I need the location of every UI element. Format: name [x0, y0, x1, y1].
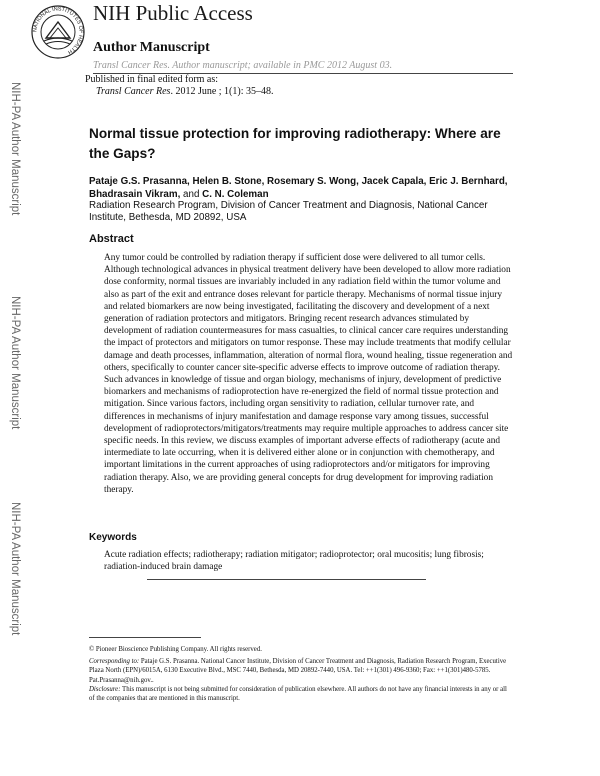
paper-title: Normal tissue protection for improving radiotherapy: Where are the Gaps?: [89, 126, 501, 161]
keywords-divider: [147, 579, 426, 580]
citation-details: . 2012 June ; 1(1): 35–48.: [170, 86, 274, 97]
disclosure-note: [89, 685, 509, 704]
side-label-middle: NIH-PA Author Manuscript: [9, 296, 21, 430]
authors-and: and: [183, 189, 200, 200]
affiliation: Radiation Research Program, Division of Cancer Treatment and Diagnosis, National Cancer Institute, Bethesda, MD 20892, USA: [89, 200, 488, 224]
citation-line: [96, 86, 274, 97]
authors: Pataje G.S. Prasanna, Helen B. Stone, Rosemary S. Wong, Jacek Capala, Eric J. Bernhard, Bhadrasain Vikram,: [89, 176, 508, 200]
nih-seal-logo: [30, 4, 86, 60]
copyright-note: © Pioneer Bioscience Publishing Company. All rights reserved.: [89, 646, 262, 653]
published-form-label: Published in final edited form as:: [85, 74, 219, 85]
abstract-heading: Abstract: [89, 233, 134, 245]
correspondence-lead: Corresponding to:: [89, 658, 140, 665]
footnote-divider: [89, 637, 201, 638]
svg-text:NATIONAL INSTITUTES OF HEALTH: NATIONAL INSTITUTES OF HEALTH: [32, 6, 84, 55]
availability-note: [93, 60, 392, 71]
citation-journal: Transl Cancer Res: [96, 86, 171, 97]
last-author: C. N. Coleman: [202, 189, 269, 200]
abstract-body: Any tumor could be controlled by radiation therapy if sufficient dose were delivered to all tumor cells. Although technological advances in physical treatment delivery have been developed to allow more radiation dose conformity, normal tissues are invariably included in any radiation field within the tumor volume and also as part of the exit and entrance doses relevant for particle therapy. Mechanisms of normal tissue injury and related biomarkers are now being investigated, facilitating the discovery and development of a next generation of radiation protectors and mitigators. Bringing recent research advances stimulated by development of radiation countermeasures for mass casualties, to clinical cancer care requires understanding the impact of protectors and mitigators on tumor response. These may include treatments that modify cellular damage and death processes, inflammation, alteration of normal flora, wound healing, tissue regeneration and others, specifically to counter cancer site-specific adverse effects to improve outcome of radiation therapy. Such advances in knowledge of tissue and organ biology, mechanisms of injury, development of predictive biomarkers and mechanisms of radioprotection have re-energized the field of normal tissue protection and mitigation. Since various factors, including organ sensitivity to radiation, cellular turnover rate, and differences in mechanisms of injury manifestation and damage response vary among tissues, successful development of radioprotectors/mitigators/treatments may require multiple approaches to address cancer site specific needs. In this review, we discuss examples of important adverse effects of radiotherapy (acute and intermediate to late occurring, when it is delivered either alone or in conjunction with chemotherapy, and important limitations in the current approaches of using radioprotectors and/or mitigators for improving radiation therapy. Also, we are providing general concepts for drug development for improving radiation therapy.: [104, 253, 513, 495]
correspondence-note: [89, 657, 509, 685]
disclosure-lead: Disclosure:: [89, 686, 121, 693]
availability-journal: Transl Cancer Res: [93, 60, 168, 71]
disclosure-text: This manuscript is not being submitted for consideration of publication elsewhere. All authors do not have any financial interests in any or all of the companies that are mentioned in this manuscript.: [89, 686, 507, 703]
author-list: [89, 175, 519, 201]
correspondence-text: Pataje G.S. Prasanna. National Cancer Institute, Division of Cancer Treatment and Diagnosis, Radiation Research Program, Executive Plaza North (EPN)/6015A, 6130 Executive Blvd., MSC 7440, Bethesda, MD 20892-7440, USA. Tel: ++1(301) 496-9360; Fax: ++1(301)480-5785. Pat.Prasanna@nih.gov..: [89, 658, 507, 684]
keywords-heading: Keywords: [89, 532, 137, 543]
side-label-bottom: NIH-PA Author Manuscript: [9, 502, 21, 636]
keywords-body: Acute radiation effects; radiotherapy; radiation mitigator; radioprotector; oral mucositis; lung fibrosis; radiation-induced brain damage: [104, 550, 484, 573]
side-label-top: NIH-PA Author Manuscript: [9, 82, 21, 216]
author-manuscript-label: Author Manuscript: [93, 40, 210, 55]
availability-text: . Author manuscript; available in PMC 2012 August 03.: [167, 60, 393, 71]
nih-public-access-title: NIH Public Access: [93, 1, 253, 25]
